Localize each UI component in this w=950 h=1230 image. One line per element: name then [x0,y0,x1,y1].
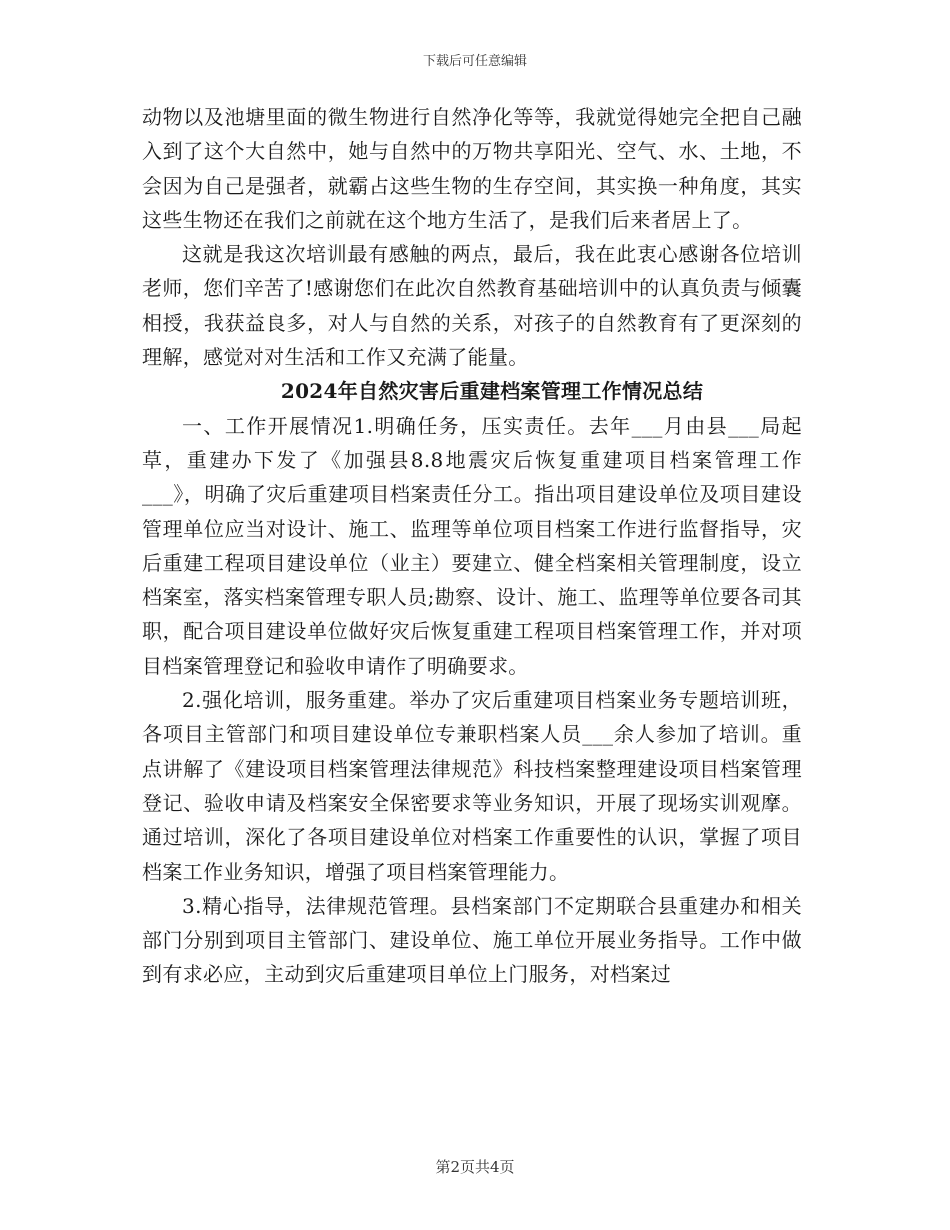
paragraph-thanks: 这就是我这次培训最有感触的两点，最后，我在此衷心感谢各位培训老师，您们辛苦了!感谢您们在此次自然教育基础培训中的认真负责与倾囊相授，我获益良多，对人与自然的关系，对孩子的自然教育有了更深刻的理解，感觉对对生活和工作又充满了能量。 [142,242,802,370]
document-title: 2024年自然灾害后重建档案管理工作情况总结 [280,379,704,404]
page-header: 下载后可任意编辑 [422,54,527,69]
page-footer: 第2页共4页 [435,1158,515,1176]
document-body [142,100,802,992]
paragraph-continuation: 动物以及池塘里面的微生物进行自然净化等等，我就觉得她完全把自己融入到了这个大自然中，她与自然中的万物共享阳光、空气、水、土地，不会因为自己是强者，就霸占这些生物的生存空间，其实换一种角度，其实这些生物还在我们之前就在这个地方生活了，是我们后来者居上了。 [142,105,802,232]
paragraph-section-3: 3.精心指导，法律规范管理。县档案部门不定期联合县重建办和相关部门分别到项目主管部门、建设单位、施工单位开展业务指导。工作中做到有求必应，主动到灾后重建项目单位上门服务，对档案过 [142,893,802,987]
paragraph-section-1: 一、工作开展情况1.明确任务，压实责任。去年___月由县___局起草，重建办下发了《加强县8.8地震灾后恢复重建项目档案管理工作___》，明确了灾后重建项目档案责任分工。指出项目建设单位及项目建设管理单位应当对设计、施工、监理等单位项目档案工作进行监督指导，灾后重建工程项目建设单位（业主）要建立、健全档案相关管理制度，设立档案室，落实档案管理专职人员;勘察、设计、施工、监理等单位要各司其职，配合项目建设单位做好灾后恢复重建工程项目档案管理工作，并对项目档案管理登记和验收申请作了明确要求。 [142,413,802,678]
paragraph-section-2: 2.强化培训，服务重建。举办了灾后重建项目档案业务专题培训班，各项目主管部门和项目建设单位专兼职档案人员___余人参加了培训。重点讲解了《建设项目档案管理法律规范》科技档案整理建设项目档案管理登记、验收申请及档案安全保密要求等业务知识，开展了现场实训观摩。通过培训，深化了各项目建设单位对档案工作重要性的认识，掌握了项目档案工作业务知识，增强了项目档案管理能力。 [142,688,802,884]
